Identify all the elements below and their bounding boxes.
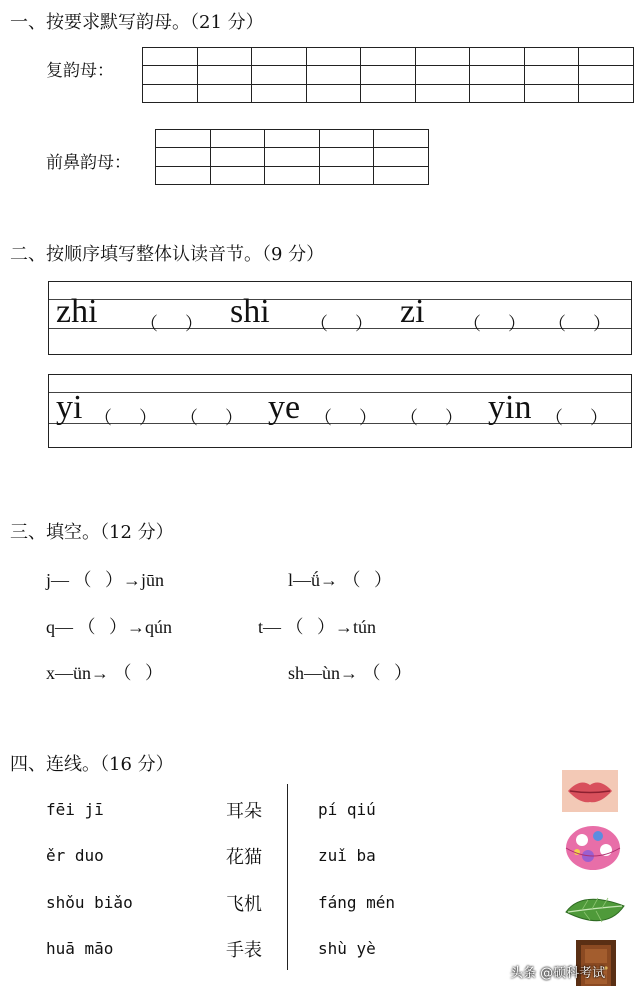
grid-cell[interactable] xyxy=(156,166,211,184)
right-pinyin-1[interactable]: pí qiú xyxy=(318,800,376,819)
grid-cell[interactable] xyxy=(374,148,429,166)
right-pinyin-4[interactable]: shù yè xyxy=(318,939,376,958)
grid-row xyxy=(143,48,634,66)
fill-item-4[interactable]: t— （ ）→tún xyxy=(258,617,377,637)
grid-cell[interactable] xyxy=(524,84,579,102)
syllable-shi: shi xyxy=(230,293,270,330)
blank-paren[interactable]: （ ） xyxy=(94,408,157,428)
grid-cell[interactable] xyxy=(415,66,470,84)
grid-cell[interactable] xyxy=(361,66,416,84)
grid-cell[interactable] xyxy=(210,130,265,148)
grid-cell[interactable] xyxy=(524,48,579,66)
grid-cell[interactable] xyxy=(265,148,320,166)
blank-paren[interactable]: （ ） xyxy=(548,314,611,334)
compound-finals-label: 复韵母： xyxy=(46,61,114,81)
section2-title: 二、按顺序填写整体认读音节。（9 分） xyxy=(10,244,325,265)
grid-cell[interactable] xyxy=(210,148,265,166)
grid-cell[interactable] xyxy=(306,84,361,102)
grid-row xyxy=(156,148,429,166)
hanzi-2[interactable]: 花猫 xyxy=(226,847,262,868)
grid-cell[interactable] xyxy=(252,66,307,84)
grid-cell[interactable] xyxy=(252,48,307,66)
grid-cell[interactable] xyxy=(252,84,307,102)
nasal-finals-label: 前鼻韵母： xyxy=(46,153,131,173)
fill-item-2[interactable]: l—ǘ→ （ ） xyxy=(288,570,393,590)
grid-cell[interactable] xyxy=(319,166,374,184)
syllable-ye: ye xyxy=(268,389,301,426)
grid-cell[interactable] xyxy=(579,66,634,84)
grid-cell[interactable] xyxy=(374,130,429,148)
grid-cell[interactable] xyxy=(579,84,634,102)
hanzi-4[interactable]: 手表 xyxy=(226,940,262,961)
grid-cell[interactable] xyxy=(156,148,211,166)
blank-paren[interactable]: （ ） xyxy=(463,314,526,334)
left-pinyin-1[interactable]: fēi jī xyxy=(46,800,104,819)
fill-item-5[interactable]: x—ün→ （ ） xyxy=(46,663,163,683)
grid-cell[interactable] xyxy=(197,66,252,84)
grid-cell[interactable] xyxy=(265,130,320,148)
section1-title: 一、按要求默写韵母。（21 分） xyxy=(10,12,264,33)
grid-row xyxy=(156,166,429,184)
grid-cell[interactable] xyxy=(361,84,416,102)
grid-cell[interactable] xyxy=(210,166,265,184)
grid-cell[interactable] xyxy=(306,66,361,84)
blank-paren[interactable]: （ ） xyxy=(180,408,243,428)
watermark-text: 头条 @硕科考试 xyxy=(510,966,606,981)
syllable-zi: zi xyxy=(400,293,425,330)
hanzi-3[interactable]: 飞机 xyxy=(226,894,262,915)
grid-cell[interactable] xyxy=(265,166,320,184)
hanzi-1[interactable]: 耳朵 xyxy=(226,801,262,822)
grid-cell[interactable] xyxy=(197,48,252,66)
divider-line xyxy=(287,784,288,970)
syllable-zhi: zhi xyxy=(56,293,98,330)
left-pinyin-2[interactable]: ěr duo xyxy=(46,846,104,865)
section3-title: 三、填空。（12 分） xyxy=(10,522,174,543)
blank-paren[interactable]: （ ） xyxy=(140,314,203,334)
section4-title: 四、连线。（16 分） xyxy=(10,754,174,775)
blank-paren[interactable]: （ ） xyxy=(545,408,608,428)
grid-cell[interactable] xyxy=(579,48,634,66)
left-pinyin-3[interactable]: shǒu biǎo xyxy=(46,893,133,912)
grid-cell[interactable] xyxy=(415,48,470,66)
grid-cell[interactable] xyxy=(306,48,361,66)
blank-paren[interactable]: （ ） xyxy=(400,408,463,428)
fill-item-1[interactable]: j— （ ）→jūn xyxy=(46,570,165,590)
leaf-picture[interactable] xyxy=(562,888,628,932)
blank-paren[interactable]: （ ） xyxy=(310,314,373,334)
fill-item-3[interactable]: q— （ ）→qún xyxy=(46,617,172,637)
ball-picture[interactable] xyxy=(564,824,622,872)
left-pinyin-4[interactable]: huā māo xyxy=(46,939,114,958)
syllable-yi: yi xyxy=(56,389,83,426)
blank-paren[interactable]: （ ） xyxy=(314,408,377,428)
grid-cell[interactable] xyxy=(143,84,198,102)
syllable-yin: yin xyxy=(488,389,532,426)
grid-cell[interactable] xyxy=(319,130,374,148)
grid-cell[interactable] xyxy=(470,66,525,84)
grid-row xyxy=(143,66,634,84)
grid-cell[interactable] xyxy=(143,66,198,84)
compound-finals-grid[interactable] xyxy=(142,47,634,103)
grid-cell[interactable] xyxy=(143,48,198,66)
nasal-finals-grid[interactable] xyxy=(155,129,429,185)
grid-cell[interactable] xyxy=(470,48,525,66)
grid-cell[interactable] xyxy=(197,84,252,102)
grid-cell[interactable] xyxy=(470,84,525,102)
lips-picture[interactable] xyxy=(562,770,618,812)
grid-row xyxy=(143,84,634,102)
grid-cell[interactable] xyxy=(374,166,429,184)
grid-cell[interactable] xyxy=(524,66,579,84)
right-pinyin-3[interactable]: fáng mén xyxy=(318,893,396,912)
right-pinyin-2[interactable]: zuǐ ba xyxy=(318,846,376,865)
grid-cell[interactable] xyxy=(415,84,470,102)
grid-cell[interactable] xyxy=(319,148,374,166)
grid-row xyxy=(156,130,429,148)
grid-cell[interactable] xyxy=(156,130,211,148)
grid-cell[interactable] xyxy=(361,48,416,66)
fill-item-6[interactable]: sh—ùn→ （ ） xyxy=(288,663,413,683)
